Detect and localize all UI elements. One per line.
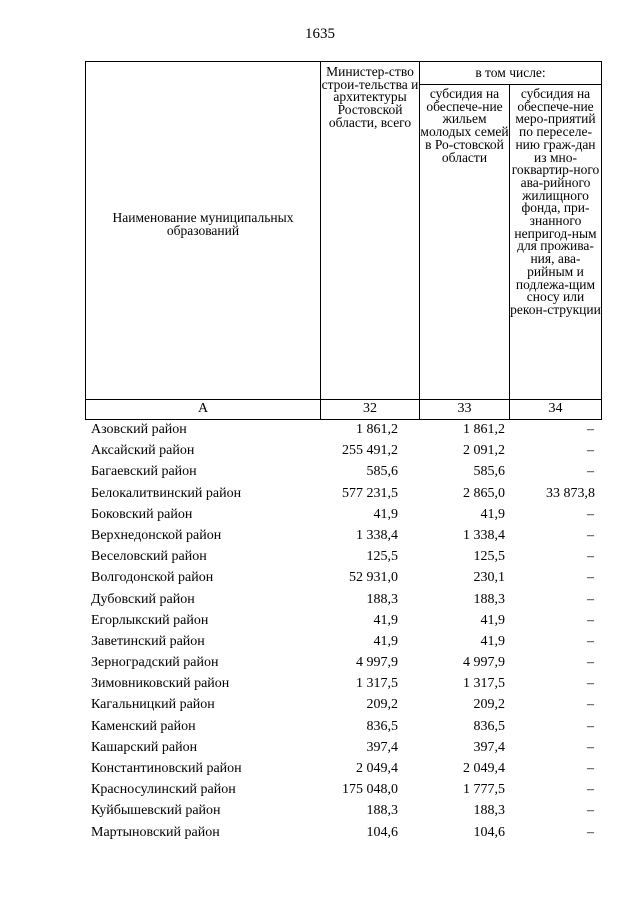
value-col-34: – [587, 570, 594, 586]
value-col-32: 1 338,4 [356, 527, 398, 543]
value-col-33: 188,3 [473, 591, 505, 607]
table-header [85, 61, 602, 420]
municipality-name: Каменский район [91, 718, 196, 734]
table-row [85, 717, 601, 738]
value-col-34: – [587, 718, 594, 734]
municipality-name: Верхнедонской район [91, 527, 222, 543]
table-row [85, 780, 601, 801]
municipality-name: Заветинский район [91, 633, 205, 649]
column-index-34: 34 [510, 400, 602, 420]
municipality-name: Аксайский район [91, 443, 195, 459]
column-index-row [86, 400, 602, 420]
value-col-32: 188,3 [366, 591, 398, 607]
value-col-33: 1 861,2 [463, 422, 505, 437]
value-col-32: 52 931,0 [349, 570, 398, 586]
value-col-34: – [587, 443, 594, 459]
value-col-32: 41,9 [373, 633, 398, 649]
value-col-32: 188,3 [366, 803, 398, 819]
municipality-name: Боковский район [91, 506, 193, 522]
table-row [85, 420, 601, 441]
table-row [85, 526, 601, 547]
value-col-32: 585,6 [366, 464, 398, 480]
value-col-34: – [587, 782, 594, 798]
table-row [85, 547, 601, 568]
value-col-32: 836,5 [366, 718, 398, 734]
table-row [85, 568, 601, 589]
column-header-33: субсидия на обеспече-ние жильем молодых семей в Ро-стовской области [420, 85, 510, 400]
value-col-33: 2 865,0 [463, 485, 505, 501]
value-col-33: 104,6 [473, 824, 505, 840]
value-col-33: 230,1 [473, 570, 505, 586]
table-row [85, 823, 601, 844]
municipality-name: Зимовниковский район [91, 676, 230, 692]
value-col-32: 209,2 [366, 697, 398, 713]
value-col-32: 125,5 [366, 549, 398, 565]
table-row [85, 632, 601, 653]
value-col-33: 1 317,5 [463, 676, 505, 692]
table-row [85, 759, 601, 780]
column-index-a: А [86, 400, 321, 420]
municipality-name: Веселовский район [91, 549, 207, 565]
value-col-34: – [587, 422, 594, 437]
table-row [85, 695, 601, 716]
table-row [85, 653, 601, 674]
municipality-name: Егорлыкский район [91, 612, 209, 628]
municipality-name: Дубовский район [91, 591, 195, 607]
municipality-name: Азовский район [91, 422, 187, 437]
table-row [85, 505, 601, 526]
value-col-32: 41,9 [373, 612, 398, 628]
value-col-34: – [587, 655, 594, 671]
value-col-32: 397,4 [366, 739, 398, 755]
value-col-33: 585,6 [473, 464, 505, 480]
value-col-33: 4 997,9 [463, 655, 505, 671]
value-col-34: – [587, 506, 594, 522]
value-col-32: 255 491,2 [342, 443, 398, 459]
value-col-33: 41,9 [480, 612, 505, 628]
value-col-33: 41,9 [480, 506, 505, 522]
municipality-name: Константиновский район [91, 761, 242, 776]
municipality-name: Куйбышевский район [91, 803, 221, 819]
value-col-33: 836,5 [473, 718, 505, 734]
value-col-34: – [587, 591, 594, 607]
value-col-32: 104,6 [366, 824, 398, 840]
value-col-34: – [587, 464, 594, 480]
value-col-34: – [587, 697, 594, 713]
column-index-33: 33 [420, 400, 510, 420]
table-row [85, 738, 601, 759]
value-col-34: – [587, 612, 594, 628]
municipality-name: Кашарский район [91, 739, 198, 755]
table-row [85, 590, 601, 611]
value-col-33: 1 777,5 [463, 782, 505, 798]
table-row [85, 441, 601, 462]
value-col-33: 188,3 [473, 803, 505, 819]
table-row [85, 801, 601, 822]
value-col-33: 1 338,4 [463, 527, 505, 543]
municipality-name: Красносулинский район [91, 782, 236, 798]
value-col-32: 175 048,0 [342, 782, 398, 798]
column-header-34: субсидия на обеспече-ние меро-приятий по переселе-нию граж-дан из мно-гоквартир-ного ава-рийного жилищного фонда, при-знанного непригод-ным для прожива-ния, ава-рийным и подлежа-щим сносу или рекон-струкции [510, 85, 602, 400]
value-col-33: 209,2 [473, 697, 505, 713]
value-col-34: – [587, 633, 594, 649]
municipality-name: Кагальницкий район [91, 697, 215, 713]
value-col-33: 2 049,4 [463, 761, 505, 776]
municipality-name: Багаевский район [91, 464, 197, 480]
value-col-34: – [587, 824, 594, 840]
table-row [85, 484, 601, 505]
value-col-34: – [587, 527, 594, 543]
value-col-33: 397,4 [473, 739, 505, 755]
value-col-34: – [587, 761, 594, 776]
value-col-34: – [587, 676, 594, 692]
value-col-32: 1 317,5 [356, 676, 398, 692]
column-header-name: Наименование муниципальных образований [86, 62, 321, 400]
value-col-34: – [587, 803, 594, 819]
value-col-34: – [587, 739, 594, 755]
column-header-including: в том числе: [420, 62, 602, 85]
table-row [85, 611, 601, 632]
table-row [85, 462, 601, 483]
municipality-name: Зерноградский район [91, 655, 219, 671]
municipality-name: Мартыновский район [91, 824, 220, 840]
value-col-34: – [587, 549, 594, 565]
value-col-32: 4 997,9 [356, 655, 398, 671]
municipality-name: Волгодонской район [91, 570, 214, 586]
value-col-32: 41,9 [373, 506, 398, 522]
page-number: 1635 [305, 26, 335, 42]
value-col-33: 125,5 [473, 549, 505, 565]
value-col-33: 41,9 [480, 633, 505, 649]
table-row [85, 674, 601, 695]
column-header-32: Министер-ство строи-тельства и архитектуры Ростовской области, всего [321, 62, 420, 400]
value-col-32: 2 049,4 [356, 761, 398, 776]
value-col-34: 33 873,8 [546, 485, 595, 501]
column-index-32: 32 [321, 400, 420, 420]
municipality-name: Белокалитвинский район [91, 485, 242, 501]
value-col-32: 577 231,5 [342, 485, 398, 501]
value-col-33: 2 091,2 [463, 443, 505, 459]
value-col-32: 1 861,2 [356, 422, 398, 437]
table-body [85, 420, 601, 844]
